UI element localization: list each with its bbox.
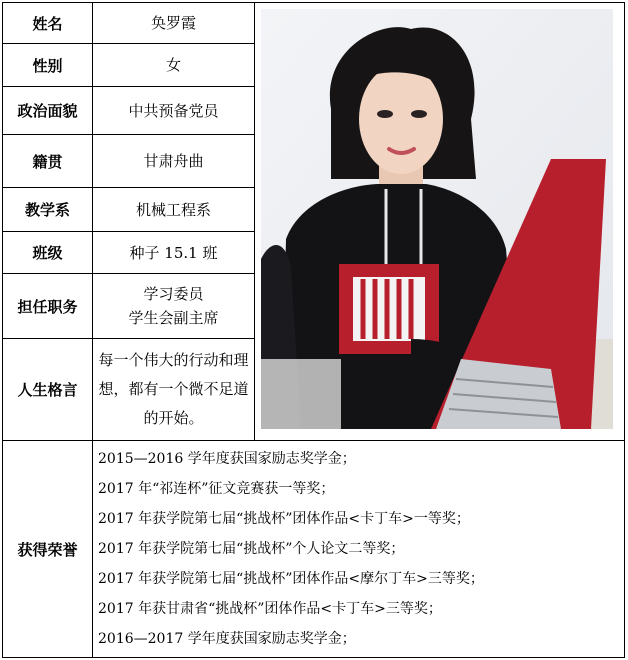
honor-item: 2017 年“祁连杯”征文竞赛获一等奖； xyxy=(98,481,335,497)
political-label: 政治面貌 xyxy=(3,87,93,135)
honors-list xyxy=(93,441,625,658)
honor-item: 2017 年获学院第七届“挑战杯”个人论文二等奖； xyxy=(98,541,405,557)
motto-label: 人生格言 xyxy=(3,339,93,441)
hometown-label: 籍贯 xyxy=(3,135,93,188)
political-value: 中共预备党员 xyxy=(93,87,255,135)
gender-value: 女 xyxy=(93,44,255,87)
row-honors xyxy=(3,441,625,658)
hometown-value: 甘肃舟曲 xyxy=(93,135,255,188)
name-label: 姓名 xyxy=(3,3,93,44)
motto-value: 每一个伟大的行动和理想，都有一个微不足道的开始。 xyxy=(93,339,255,441)
class-value: 种子 15.1 班 xyxy=(93,232,255,274)
portrait-illustration xyxy=(261,9,613,429)
position-values xyxy=(93,274,255,339)
student-photo xyxy=(261,9,613,429)
position-value-2: 学生会副主席 xyxy=(128,309,219,327)
gender-label: 性别 xyxy=(3,44,93,87)
position-label: 担任职务 xyxy=(3,274,93,339)
honor-item: 2017 年获学院第七届“挑战杯”团体作品<摩尔丁车>三等奖； xyxy=(98,571,484,587)
photo-cell xyxy=(255,3,625,441)
name-value: 奂罗霞 xyxy=(93,3,255,44)
department-label: 教学系 xyxy=(3,188,93,232)
honor-item: 2017 年获学院第七届“挑战杯”团体作品<卡丁车>一等奖； xyxy=(98,511,470,527)
honors-label: 获得荣誉 xyxy=(3,441,93,658)
department-value: 机械工程系 xyxy=(93,188,255,232)
student-profile-table xyxy=(2,2,625,658)
honor-item: 2017 年获甘肃省“挑战杯”团体作品<卡丁车>三等奖； xyxy=(98,601,442,617)
row-name xyxy=(3,3,625,44)
position-value-1: 学习委员 xyxy=(143,285,204,303)
honor-item: 2016—2017 学年度获国家励志奖学金； xyxy=(98,631,356,647)
honor-item: 2015—2016 学年度获国家励志奖学金； xyxy=(98,451,356,467)
class-label: 班级 xyxy=(3,232,93,274)
